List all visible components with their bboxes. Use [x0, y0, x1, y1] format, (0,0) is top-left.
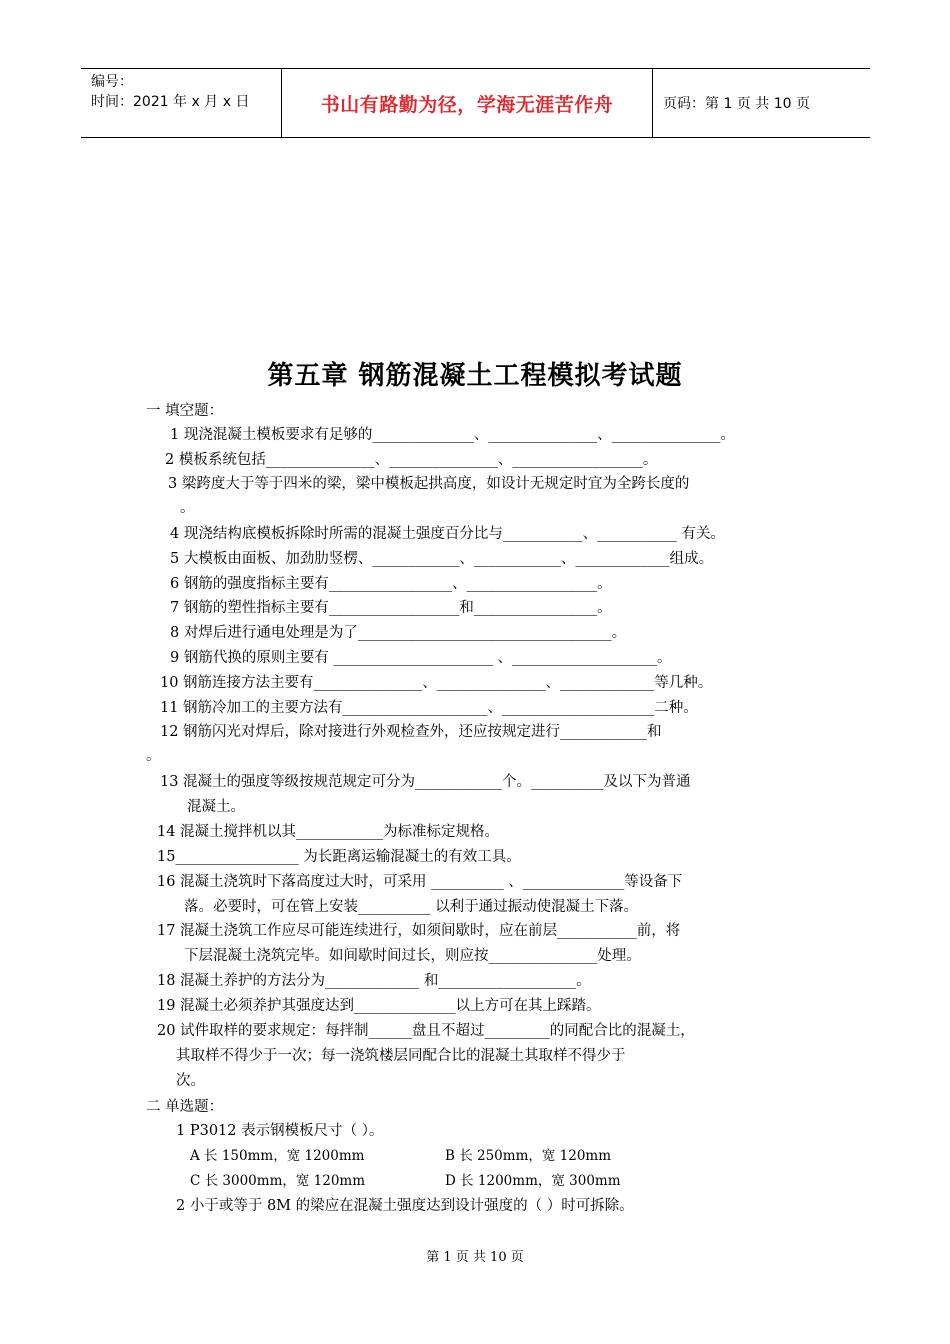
- question-line: 16 混凝土浇筑时下落高度过大时，可采用 __________ 、______________等设备下: [157, 874, 683, 890]
- question-line: 9 钢筋代换的原则主要有 ______________________ 、____________________。: [170, 650, 672, 666]
- choice-option-c: C 长 3000mm，宽 120mm: [190, 1173, 366, 1189]
- question-line: 18 混凝土养护的方法分为_____________ 和___________________。: [157, 973, 591, 989]
- question-line: 13 混凝土的强度等级按规范规定可分为____________个。__________及以下为普通: [160, 774, 691, 790]
- header-table: [81, 68, 870, 138]
- page-info: 页码：第 1 页 共 10 页: [663, 96, 810, 112]
- question-line: 7 钢筋的塑性指标主要有__________________和_________________。: [170, 600, 612, 616]
- question-line: 6 钢筋的强度指标主要有_________________、__________________。: [170, 576, 612, 592]
- question-line: 10 钢筋连接方法主要有_______________、_______________、_____________等几种。: [160, 675, 713, 691]
- choice-question: 1 P3012 表示钢模板尺寸（ ）。: [176, 1123, 384, 1139]
- motto-text: 书山有路勤为径，学海无涯苦作舟: [320, 93, 614, 116]
- header-meta-cell: [81, 69, 282, 137]
- question-line: 5 大模板由面板、加劲肋竖楞、____________、____________、_____________组成。: [170, 551, 714, 567]
- choice-option-a: A 长 150mm，宽 1200mm: [190, 1148, 365, 1164]
- time-label: 时间：2021 年 x 月 x 日: [91, 94, 250, 110]
- question-line: 8 对焊后进行通电处理是为了___________________________________。: [170, 625, 627, 641]
- page-title: 第五章 钢筋混凝土工程模拟考试题: [267, 361, 683, 391]
- header-motto-cell: [282, 69, 653, 137]
- question-line: 次。: [176, 1073, 205, 1089]
- question-line: 3 梁跨度大于等于四米的梁，梁中模板起拱高度，如设计无规定时宜为全跨长度的: [168, 476, 690, 492]
- question-line: 15_________________ 为长距离运输混凝土的有效工具。: [157, 849, 521, 865]
- question-line: 11 钢筋冷加工的主要方法有____________________、_____________________二种。: [160, 700, 698, 716]
- section-heading-single-choice: 二 单选题：: [146, 1099, 224, 1115]
- choice-option-b: B 长 250mm，宽 120mm: [445, 1148, 612, 1164]
- question-line: 混凝土。: [187, 799, 245, 815]
- question-line: 14 混凝土搅拌机以其____________为标准标定规格。: [157, 824, 500, 840]
- question-line: 。: [146, 748, 161, 764]
- choice-question: 2 小于或等于 8M 的梁应在混凝土强度达到设计强度的（ ）时可拆除。: [176, 1198, 634, 1214]
- header-page-cell: [653, 69, 870, 137]
- section-heading-fill-blank: 一 填空题：: [146, 403, 224, 419]
- question-line: 下层混凝土浇筑完毕。如间歇时间过长，则应按_______________处理。: [184, 948, 641, 964]
- question-line: 4 现浇结构底模板拆除时所需的混凝土强度百分比与___________、___________ 有关。: [170, 526, 725, 542]
- question-line: 2 模板系统包括_______________、_______________、__________________。: [165, 452, 658, 468]
- question-line: 20 试件取样的要求规定：每拌制______盘且不超过_________的同配合比的混凝土，: [157, 1023, 695, 1039]
- question-line: 19 混凝土必须养护其强度达到______________以上方可在其上踩踏。: [157, 998, 601, 1014]
- question-line: 12 钢筋闪光对焊后，除对接进行外观检查外，还应按规定进行____________和: [160, 724, 662, 740]
- question-line: 其取样不得少于一次；每一浇筑楼层同配合比的混凝土其取样不得少于: [176, 1048, 626, 1064]
- page-footer: 第 1 页 共 10 页: [426, 1250, 524, 1265]
- question-line: 。: [180, 500, 195, 516]
- question-line: 17 混凝土浇筑工作应尽可能连续进行，如须间歇时，应在前层___________前，将: [157, 923, 681, 939]
- question-line: 落。必要时，可在管上安装__________ 以利于通过振动使混凝土下落。: [184, 899, 639, 915]
- code-label: 编号：: [91, 74, 133, 90]
- question-line: 1 现浇混凝土模板要求有足够的______________、_______________、_______________。: [170, 427, 735, 443]
- choice-option-d: D 长 1200mm，宽 300mm: [445, 1173, 621, 1189]
